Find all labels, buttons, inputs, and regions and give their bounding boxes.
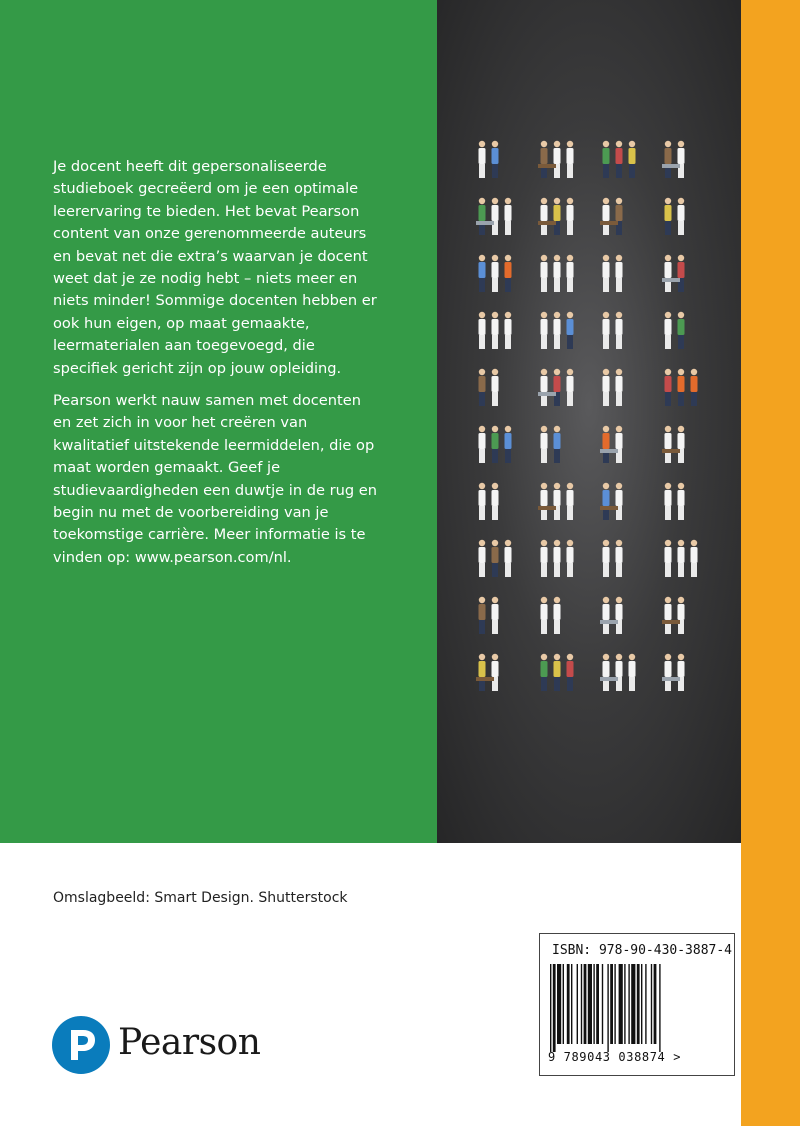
figure-group xyxy=(538,483,574,520)
figure-group xyxy=(665,369,698,406)
figure-group xyxy=(662,255,685,292)
figure-group xyxy=(538,198,574,235)
figure-group xyxy=(665,312,685,349)
barcode-digits: 9 789043 038874 > xyxy=(548,1050,682,1064)
barcode-icon xyxy=(548,964,728,1052)
figure-group xyxy=(662,597,685,634)
figure-group xyxy=(479,483,499,520)
figure-group xyxy=(479,369,499,406)
figure-group xyxy=(603,369,623,406)
figure-group xyxy=(600,426,623,463)
figure-group xyxy=(665,540,698,577)
healthcare-people-grid-icon xyxy=(470,130,720,700)
figure-group xyxy=(662,654,685,691)
figure-group xyxy=(665,483,685,520)
figure-group xyxy=(479,597,499,634)
green-panel xyxy=(0,0,437,843)
orange-stripe xyxy=(741,0,800,1126)
figure-group xyxy=(541,426,561,463)
figure-group xyxy=(662,426,685,463)
figure-group xyxy=(479,141,499,178)
figure-group xyxy=(541,654,574,691)
figure-group xyxy=(476,198,512,235)
figure-group xyxy=(541,540,574,577)
figure-group xyxy=(541,255,574,292)
figure-group xyxy=(600,198,623,235)
figure-group xyxy=(603,540,623,577)
figure-group xyxy=(479,426,512,463)
pearson-p-icon xyxy=(52,1016,110,1074)
pearson-paragraph: Pearson werkt nauw samen met docenten en zet zich in voor het creëren van kwalitatief uitstekende leermiddelen, die op maat worden gemaakt. Geef je studievaardigheden een duwtje in de rug en begin nu met de voorbereiding van je toekomstige carrière. Meer informatie is te vinden op: www.pearson.com/nl. xyxy=(53,392,377,566)
figure-group xyxy=(662,141,685,178)
barcode xyxy=(539,933,735,1076)
cover-credit: Omslagbeeld: Smart Design. Shutterstock xyxy=(53,890,348,906)
figure-group xyxy=(476,654,499,691)
figure-group xyxy=(538,141,574,178)
figure-group xyxy=(538,369,574,406)
figure-group xyxy=(600,483,623,520)
figure-group xyxy=(541,597,561,634)
figure-group xyxy=(603,141,636,178)
figure-group xyxy=(665,198,685,235)
intro-paragraph: Je docent heeft dit gepersonaliseerde studieboek gecreëerd om je een optimale leerervaring te bieden. Het bevat Pearson content van onze gerenommeerde auteurs en bevat net die extra’s waarvan je docent weet dat je ze nodig hebt – niets meer en niets minder! Sommige docenten hebben er ook hun eigen, op maat gemaakte, leermaterialen aan toegevoegd, die specifiek gericht zijn op jouw opleiding. xyxy=(53,158,377,377)
pearson-logo xyxy=(52,1016,272,1080)
figure-group xyxy=(600,597,623,634)
figure-group xyxy=(541,312,574,349)
figure-group xyxy=(603,255,623,292)
figure-group xyxy=(479,312,512,349)
figure-group xyxy=(603,312,623,349)
figure-group xyxy=(600,654,636,691)
isbn-label: ISBN: 978-90-430-3887-4 xyxy=(552,943,733,958)
figure-group xyxy=(479,255,512,292)
figure-group xyxy=(479,540,512,577)
publisher-name: Pearson xyxy=(118,1022,261,1063)
